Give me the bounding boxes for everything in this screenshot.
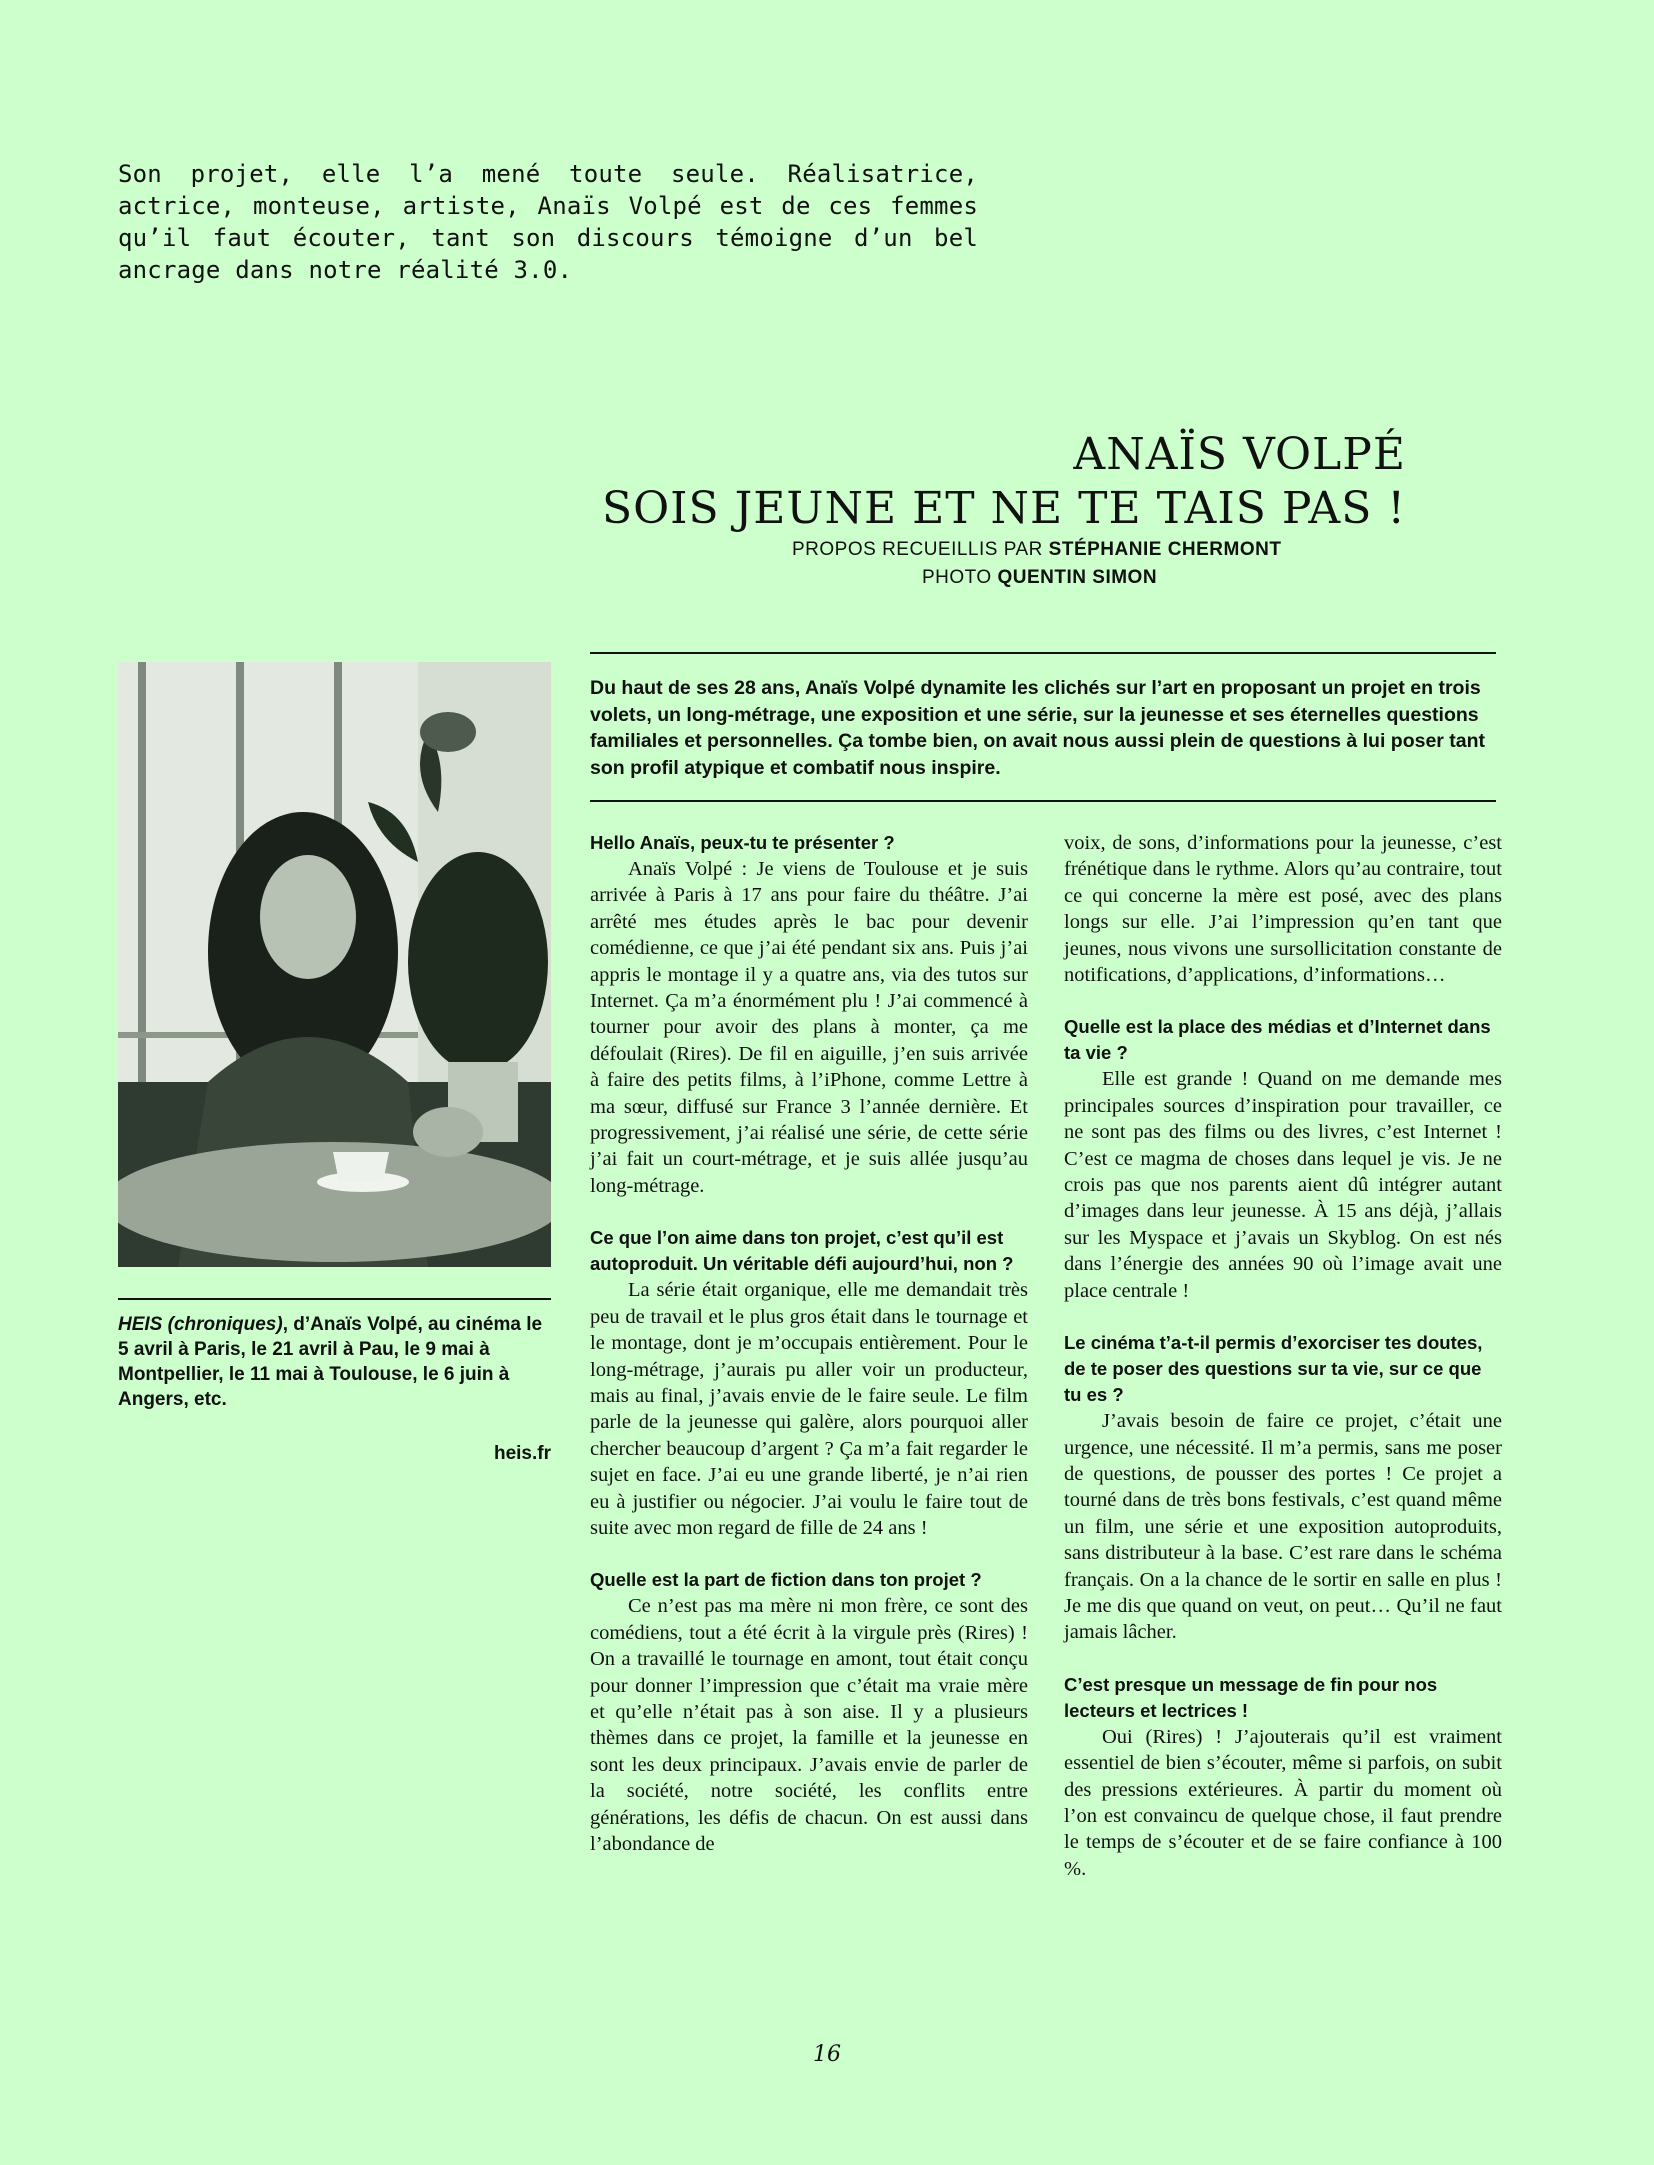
answer-1: Anaïs Volpé : Je viens de Toulouse et je suis arrivée à Paris à 17 ans pour faire du théâtre. J’ai arrêté mes études après le bac pour devenir comédienne, ce que j’ai été pendant six ans. Puis j’ai appris le montage il y a quatre ans, via des tutos sur Internet. Ça m’a énormément plu ! J’ai commencé à tourner pour avoir des plans à monter, ça me défoulait (Rires). De fil en aiguille, j’en suis arrivée à faire des petits films, à l’iPhone, comme Lettre à ma sœur, diffusé sur France 3 l’année dernière. Et progressivement, j’ai réalisé une série, de cette série j’ai fait un court-métrage, et je suis allée jusqu’au long-métrage. [590,858,1028,1197]
question-6: C’est presque un message de fin pour nos lecteurs et lectrices ! [1064,1673,1438,1721]
caption-text: , d’Anaïs Volpé, au cinéma le 5 avril à Paris, le 21 avril à Pau, le 9 mai à Montpellier, le 11 mai à Toulouse, le 6 juin à Angers, etc. [118,1314,543,1410]
page-number: 16 [813,2042,841,2067]
photo-caption [118,1312,551,1412]
lede-paragraph: Du haut de ses 28 ans, Anaïs Volpé dynamite les clichés sur l’art en proposant un projet en trois volets, un long-métrage, une exposition et une série, sur la jeunesse et ses éternelles questions familiales et personnelles. Ça tombe bien, on avait nous aussi plein de questions à lui poser tant son profil atypique et combatif nous inspire. [590,677,1486,779]
answer-2: La série était organique, elle me demandait très peu de travail et le plus gros était dans le tournage et le montage, dont je m’occupais entièrement. Pour le long-métrage, j’aurais pu aller voir un producteur, mais au final, j’avais envie de le faire seule. Le film parle de la jeunesse qui galère, alors pourquoi aller chercher beaucoup d’argent ? Ça m’a fait regarder le sujet en face. J’ai eu une grande liberté, je n’ai rien eu à justifier ou négocier. J’ai voulu le faire tout de suite avec mon regard de fille de 24 ans ! [590,1279,1028,1539]
lede-bottom-rule [590,800,1496,802]
question-4: Quelle est la place des médias et d’Internet dans ta vie ? [1064,1016,1491,1064]
question-3: Quelle est la part de fiction dans ton projet ? [590,1569,982,1591]
credit-photo-name: QUENTIN SIMON [997,567,1158,588]
answer-6: Oui (Rires) ! J’ajouterais qu’il est vraiment essentiel de bien s’écouter, même si parfois, on subit des pressions extérieures. À partir du moment où l’on est convaincu de quelque chose, il faut prendre le temps de s’écouter et de se faire confiance à 100 %. [1064,1725,1502,1880]
intro-paragraph: Son projet, elle l’a mené toute seule. Réalisatrice, actrice, monteuse, artiste, Anaïs Volpé est de ces femmes qu’il faut écouter, tant son discours témoigne d’un bel ancrage dans notre réalité 3.0. [118,160,978,284]
question-1: Hello Anaïs, peux-tu te présenter ? [590,832,895,853]
question-5: Le cinéma t’a-t-il permis d’exorciser tes doutes, de te poser des questions sur ta vie, sur ce que tu es ? [1064,1332,1483,1406]
answer-4: Elle est grande ! Quand on me demande mes principales sources d’inspiration pour travailler, ce ne sont pas des films ou des livres, c’est Internet ! C’est ce magma de choses dans lequel je vis. Je ne crois pas que nos parents aient dû intégrer autant d’images dans leur jeunesse. À 15 ans déjà, j’allais sur les Myspace et j’avais un Skyblog. On est nés dans l’énergie des années 90 où l’image avait une place centrale ! [1064,1068,1502,1302]
caption-title: HEIS (chroniques) [118,1314,283,1335]
lede-top-rule [590,652,1496,654]
answer-3-continued: voix, de sons, d’informations pour la jeunesse, c’est frénétique dans le rythme. Alors qu’au contraire, tout ce qui concerne la mère est posé, avec des plans longs sur elle. J’ai l’impression qu’en tant que jeunes, nous vivons une sursollicitation constante de notifications, d’applications, d’informations… [1064,832,1502,987]
title-line-1: ANAÏS VOLPÉ [1073,429,1406,480]
article-column-2 [1064,830,1502,1882]
answer-3: Ce n’est pas ma mère ni mon frère, ce sont des comédiens, tout a été écrit à la virgule près (Rires) ! On a travaillé le tournage en amont, tout était conçu pour donner l’impression que c’était ma vraie mère et qu’elle n’était pas à son aise. Il y a plusieurs thèmes dans ce projet, la famille et la jeunesse en sont les deux principaux. J’avais envie de parler de la société, notre société, les conflits entre générations, les défis de chacun. On est aussi dans l’abondance de [590,1595,1028,1855]
caption-rule [118,1298,551,1300]
credit-interview-label: PROPOS RECUEILLIS PAR [792,539,1043,560]
question-2: Ce que l’on aime dans ton projet, c’est qu’il est autoproduit. Un véritable défi aujourd’hui, non ? [590,1227,1014,1275]
website-link[interactable]: heis.fr [493,1443,551,1464]
article-title [600,428,1406,536]
credit-photo-label: PHOTO [922,567,992,588]
title-line-2: SOIS JEUNE ET NE TE TAIS PAS ! [601,483,1406,534]
article-column-1 [590,830,1028,1857]
credit-interview-name: STÉPHANIE CHERMONT [1048,539,1282,560]
answer-5: J’avais besoin de faire ce projet, c’était une urgence, une nécessité. Il m’a permis, sans me poser de questions, de pousser des portes ! Ce projet a tourné dans de très bons festivals, c’est quand même un film, une série et une exposition autoproduits, sans distributeur à la base. C’est rare dans le schéma français. On a la chance de le sortir en salle en plus ! Je me dis que quand on veut, on peut… Qu’il ne faut jamais lâcher. [1064,1410,1502,1644]
credit-photo [922,564,1157,592]
portrait-photo [118,662,551,1267]
credit-interview [792,536,1281,564]
